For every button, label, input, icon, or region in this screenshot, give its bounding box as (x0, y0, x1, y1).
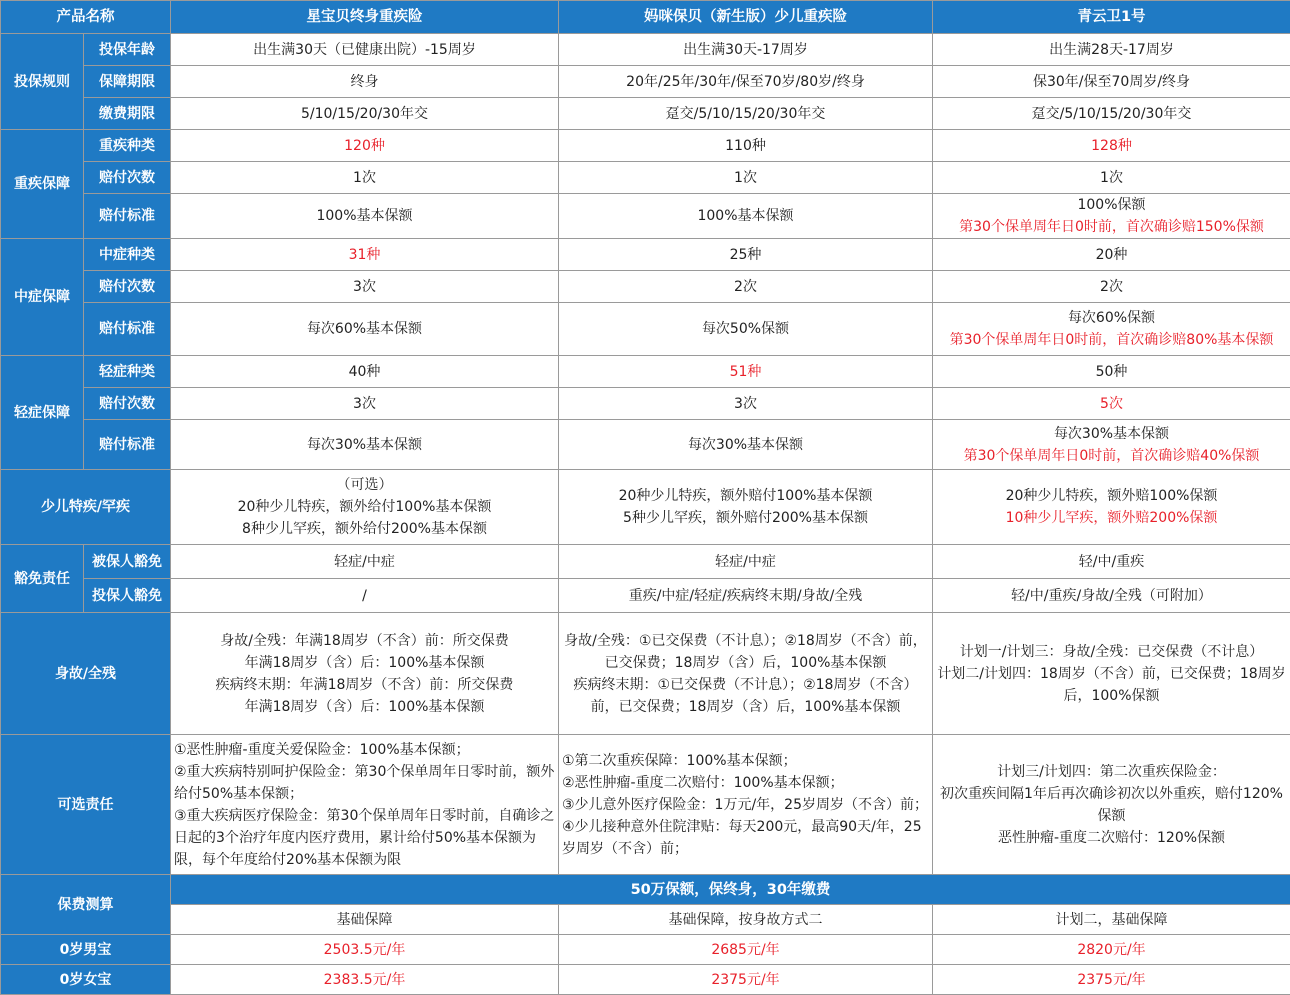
row-optional (1, 735, 1290, 875)
cell: 保30年/保至70周岁/终身 (933, 66, 1290, 98)
label-boy: 0岁男宝 (1, 935, 171, 965)
cell: 计划二，基础保障 (933, 905, 1290, 935)
label-waiver-holder: 投保人豁免 (84, 579, 171, 613)
cell-line: 疾病终末期：①已交保费（不计息）；②18周岁（不含）前，已交保费；18周岁（含）后，100%基本保额 (562, 674, 929, 718)
cell: 20种 (933, 239, 1290, 271)
row-mod-times (1, 271, 1290, 303)
cell: 110种 (559, 130, 933, 162)
cell (933, 420, 1290, 470)
cell-line: 100%保额 (936, 194, 1287, 216)
cell-line: ②恶性肿瘤-重度二次赔付：100%基本保额； (562, 772, 929, 794)
cell-line: 计划三/计划四：第二次重疾保险金： (936, 761, 1287, 783)
cell: 100%基本保额 (559, 194, 933, 239)
row-death (1, 613, 1290, 735)
group-critical: 重疾保障 (1, 130, 84, 239)
cell-line: 恶性肿瘤-重度二次赔付：120%保额 (936, 827, 1287, 849)
cell (171, 470, 559, 545)
cell: 每次30%基本保额 (171, 420, 559, 470)
cell (933, 613, 1290, 735)
group-waiver: 豁免责任 (1, 545, 84, 613)
label-girl: 0岁女宝 (1, 965, 171, 995)
cell: 趸交/5/10/15/20/30年交 (933, 98, 1290, 130)
cell: 1次 (171, 162, 559, 194)
cell-note: 第30个保单周年日0时前，首次确诊赔150%保额 (936, 216, 1287, 238)
cell: 51种 (559, 356, 933, 388)
product-2-name: 妈咪保贝（新生版）少儿重疾险 (559, 1, 933, 34)
row-ci-kinds (1, 130, 1290, 162)
row-waiver-holder (1, 579, 1290, 613)
group-premium: 保费测算 (1, 875, 171, 935)
cell-line: 每次60%保额 (936, 307, 1287, 329)
cell-line: 计划一/计划三：身故/全残：已交保费（不计息） (936, 641, 1287, 663)
row-age (1, 34, 1290, 66)
cell: 基础保障 (171, 905, 559, 935)
row-mod-std (1, 303, 1290, 356)
cell-line: ③重大疾病医疗保险金：第30个保单周年日零时前，自确诊之日起的3个治疗年度内医疗费用，累计给付50%基本保额为限，每个年度给付20%基本保额为限 (174, 805, 555, 871)
cell-line: 年满18周岁（含）后：100%基本保额 (174, 652, 555, 674)
cell-line: 每次30%基本保额 (936, 423, 1287, 445)
label-ci-kinds: 重疾种类 (84, 130, 171, 162)
row-premium-girl (1, 965, 1290, 995)
cell-line: 疾病终末期：年满18周岁（不含）前：所交保费 (174, 674, 555, 696)
cell: 25种 (559, 239, 933, 271)
row-mild-std (1, 420, 1290, 470)
row-premium-boy (1, 935, 1290, 965)
cell: 50种 (933, 356, 1290, 388)
cell: 2375元/年 (933, 965, 1290, 995)
group-rules: 投保规则 (1, 34, 84, 130)
cell-note: 第30个保单周年日0时前，首次确诊赔80%基本保额 (936, 329, 1287, 351)
cell-line: 20种少儿特疾，额外赔100%保额 (936, 485, 1287, 507)
cell (933, 303, 1290, 356)
label-age: 投保年龄 (84, 34, 171, 66)
premium-condition: 50万保额，保终身，30年缴费 (171, 875, 1290, 905)
label-pay: 缴费期限 (84, 98, 171, 130)
cell-line: 初次重疾间隔1年后再次确诊初次以外重疾，赔付120%保额 (936, 783, 1287, 827)
cell: 趸交/5/10/15/20/30年交 (559, 98, 933, 130)
label-waiver-insured: 被保人豁免 (84, 545, 171, 579)
label-mild-kinds: 轻症种类 (84, 356, 171, 388)
cell-line: ③少儿意外医疗保险金：1万元/年，25岁周岁（不含）前； (562, 794, 929, 816)
cell: 20年/25年/30年/保至70岁/80岁/终身 (559, 66, 933, 98)
label-mild-times: 赔付次数 (84, 388, 171, 420)
cell-line: 年满18周岁（含）后：100%基本保额 (174, 696, 555, 718)
group-moderate: 中症保障 (1, 239, 84, 356)
product-3-name: 青云卫1号 (933, 1, 1290, 34)
cell: 轻/中/重疾 (933, 545, 1290, 579)
cell-line: 10种少儿罕疾，额外赔200%保额 (936, 507, 1287, 529)
row-term (1, 66, 1290, 98)
cell: 40种 (171, 356, 559, 388)
cell-line: 8种少儿罕疾，额外给付200%基本保额 (174, 518, 555, 540)
cell: 每次30%基本保额 (559, 420, 933, 470)
cell: / (171, 579, 559, 613)
group-optional: 可选责任 (1, 735, 171, 875)
cell: 128种 (933, 130, 1290, 162)
cell: 5/10/15/20/30年交 (171, 98, 559, 130)
cell: 3次 (171, 388, 559, 420)
cell (171, 613, 559, 735)
cell (559, 613, 933, 735)
cell (933, 470, 1290, 545)
row-waiver-insured (1, 545, 1290, 579)
cell: 5次 (933, 388, 1290, 420)
label-mild-std: 赔付标准 (84, 420, 171, 470)
row-mild-kinds (1, 356, 1290, 388)
row-pay (1, 98, 1290, 130)
cell-line: 5种少儿罕疾，额外赔付200%基本保额 (562, 507, 929, 529)
group-special: 少儿特疾/罕疾 (1, 470, 171, 545)
cell: 出生满30天（已健康出院）-15周岁 (171, 34, 559, 66)
cell: 1次 (933, 162, 1290, 194)
cell (559, 735, 933, 875)
row-special (1, 470, 1290, 545)
row-mild-times (1, 388, 1290, 420)
cell-line: ①恶性肿瘤-重度关爱保险金：100%基本保额； (174, 739, 555, 761)
cell (933, 194, 1290, 239)
product-1-name: 星宝贝终身重疾险 (171, 1, 559, 34)
cell-line: ②重大疾病特别呵护保险金：第30个保单周年日零时前，额外给付50%基本保额； (174, 761, 555, 805)
cell: 2383.5元/年 (171, 965, 559, 995)
cell-note: 第30个保单周年日0时前，首次确诊赔40%保额 (936, 445, 1287, 467)
cell-line: （可选） (174, 474, 555, 496)
group-death: 身故/全残 (1, 613, 171, 735)
row-ci-times (1, 162, 1290, 194)
cell: 31种 (171, 239, 559, 271)
label-ci-std: 赔付标准 (84, 194, 171, 239)
label-ci-times: 赔付次数 (84, 162, 171, 194)
label-mod-kinds: 中症种类 (84, 239, 171, 271)
header-row (1, 1, 1290, 34)
cell: 重疾/中症/轻症/疾病终末期/身故/全残 (559, 579, 933, 613)
cell (559, 470, 933, 545)
cell-line: ④少儿接种意外住院津贴：每天200元，最高90天/年，25岁周岁（不含）前； (562, 816, 929, 860)
label-mod-times: 赔付次数 (84, 271, 171, 303)
cell-line: 身故/全残：年满18周岁（不含）前：所交保费 (174, 630, 555, 652)
header-label: 产品名称 (1, 1, 171, 34)
cell: 基础保障，按身故方式二 (559, 905, 933, 935)
group-mild: 轻症保障 (1, 356, 84, 470)
cell: 出生满30天-17周岁 (559, 34, 933, 66)
label-term: 保障期限 (84, 66, 171, 98)
cell: 100%基本保额 (171, 194, 559, 239)
cell: 每次60%基本保额 (171, 303, 559, 356)
cell (171, 735, 559, 875)
cell: 2685元/年 (559, 935, 933, 965)
cell: 轻症/中症 (559, 545, 933, 579)
cell (933, 735, 1290, 875)
cell: 出生满28天-17周岁 (933, 34, 1290, 66)
row-mod-kinds (1, 239, 1290, 271)
label-mod-std: 赔付标准 (84, 303, 171, 356)
row-ci-std (1, 194, 1290, 239)
cell-line: 计划二/计划四：18周岁（不含）前，已交保费；18周岁后，100%保额 (936, 663, 1287, 707)
cell: 3次 (559, 388, 933, 420)
cell-line: ①第二次重疾保障：100%基本保额； (562, 750, 929, 772)
cell: 2375元/年 (559, 965, 933, 995)
cell: 2503.5元/年 (171, 935, 559, 965)
cell: 2820元/年 (933, 935, 1290, 965)
row-premium-plans (1, 905, 1290, 935)
cell: 轻/中/重疾/身故/全残（可附加） (933, 579, 1290, 613)
cell: 轻症/中症 (171, 545, 559, 579)
cell-line: 20种少儿特疾，额外赔付100%基本保额 (562, 485, 929, 507)
cell-line: 身故/全残：①已交保费（不计息）；②18周岁（不含）前，已交保费；18周岁（含）后，100%基本保额 (562, 630, 929, 674)
cell-line: 20种少儿特疾，额外给付100%基本保额 (174, 496, 555, 518)
cell: 1次 (559, 162, 933, 194)
cell: 终身 (171, 66, 559, 98)
cell: 2次 (933, 271, 1290, 303)
cell: 2次 (559, 271, 933, 303)
cell: 120种 (171, 130, 559, 162)
cell: 每次50%保额 (559, 303, 933, 356)
row-premium-condition (1, 875, 1290, 905)
cell: 3次 (171, 271, 559, 303)
